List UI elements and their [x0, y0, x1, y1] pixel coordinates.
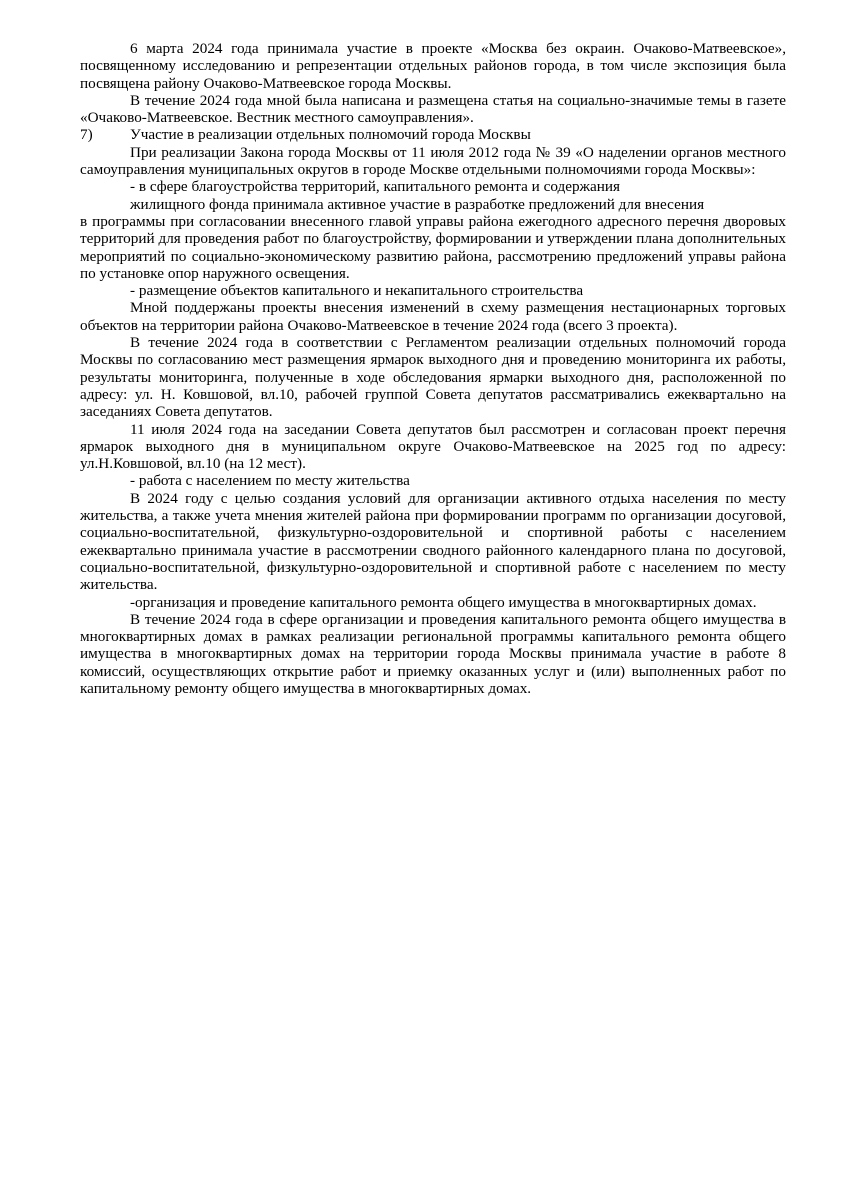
bullet-construction: - размещение объектов капитального и некапитального строительства: [130, 282, 584, 300]
paragraph-fairs-list: 11 июля 2024 года на заседании Совета депутатов был рассмотрен и согласован проект перечня ярмарок выходного дня в муниципальном округе Очаково-Матвеевское на 2025 год по адресу: ул.Н.Ковшовой, вл.10 (на 12 мест).: [80, 420, 786, 473]
bullet-population-work: - работа с населением по месту жительства: [130, 472, 410, 490]
paragraph-law-reference: При реализации Закона города Москвы от 11 июля 2012 года № 39 «О наделении органов местного самоуправления муниципальных округов в городе Москве отдельными полномочиями города Москвы»:: [80, 143, 786, 179]
paragraph-leisure: В 2024 году с целью создания условий для организации активного отдыха населения по месту жительства, а также учета мнения жителей района при формировании программ по организации досуговой, социально-воспитательной, физкультурно-оздоровительной и спортивной работы с населением ежеквартально принимала участие в рассмотрении сводного районного календарного плана по досуговой, социально-воспитательной, физкультурно-оздоровительной и спортивной работе с населением по месту жительства.: [80, 489, 786, 594]
bullet-improvement: - в сфере благоустройства территорий, капитального ремонта и содержания: [130, 178, 621, 196]
section-heading: [80, 126, 786, 143]
bullet-improvement-continuation: жилищного фонда принимала активное участие в разработке предложений для внесения: [130, 195, 705, 213]
paragraph-trade-objects: Мной поддержаны проекты внесения изменений в схему размещения нестационарных торговых объектов на территории района Очаково-Матвеевское в течение 2024 года (всего 3 проекта).: [80, 299, 786, 334]
paragraph-newspaper-article: В течение 2024 года мной была написана и размещена статья на социально-значимые темы в газете «Очаково-Матвеевское. Вестник местного самоуправления».: [80, 91, 786, 127]
paragraph-capital-repair: В течение 2024 года в сфере организации и проведения капитального ремонта общего имущества в многоквартирных домах в рамках реализации региональной программы капитального ремонта общего имущества в многоквартирных домах на территории города Москвы принимала участие в работе 8 комиссий, осуществляющих открытие работ и приемку оказанных услуг и (или) выполненных работ по капитальному ремонту общего имущества в многоквартирных домах.: [80, 610, 786, 697]
paragraph-moscow-project: 6 марта 2024 года принимала участие в проекте «Москва без окраин. Очаково-Матвеевское», посвященному исследованию и репрезентации отдельных районов города, в том числе экспозиция была посвящена району Очаково-Матвеевское города Москвы.: [80, 40, 786, 92]
paragraph-fairs-monitoring: В течение 2024 года в соответствии с Регламентом реализации отдельных полномочий города Москвы по согласованию мест размещения ярмарок выходного дня и проведению мониторинга их работы, результаты мониторинга, полученные в ходе обследования ярмарки выходного дня, расположенной по адресу: ул. Н. Ковшовой, вл.10, рабочей группой Совета депутатов рассматривались ежеквартально на заседаниях Совета депутатов.: [80, 334, 786, 421]
bullet-capital-repair: -организация и проведение капитального ремонта общего имущества в многоквартирных домах.: [130, 593, 757, 611]
section-title: Участие в реализации отдельных полномочий города Москвы: [130, 126, 531, 144]
document-page: [80, 40, 786, 697]
paragraph-programs: в программы при согласовании внесенного главой управы района ежегодного адресного перечня дворовых территорий для проведения работ по благоустройству, формировании и утверждении плана дополнительных мероприятий по социально-экономическому развитию района, рассмотрению предложений управы района по установке опор наружного освещения.: [80, 212, 786, 282]
section-number: 7): [80, 126, 93, 144]
